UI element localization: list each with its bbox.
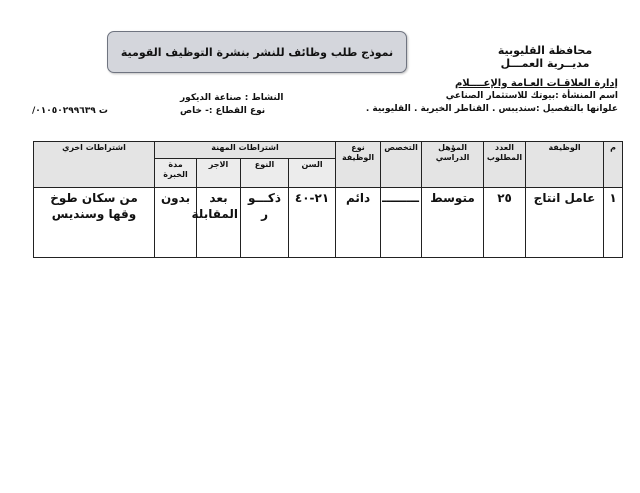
header-qualification: المؤهل الدراسي xyxy=(422,142,484,188)
cell-job: عامل انتاج xyxy=(526,188,604,258)
cell-count: ٢٥ xyxy=(484,188,526,258)
form-title: نموذج طلب وظائف للنشر بنشرة التوظيف القومية xyxy=(107,31,407,73)
cell-other-requirements: من سكان طوخ وقها وسنديس xyxy=(34,188,155,258)
sector-field: نوع القطاع :- خاص xyxy=(180,106,266,116)
table-header-row xyxy=(34,142,623,159)
header-wage: الاجر xyxy=(197,158,241,187)
governorate-name: محافظة القليوبية xyxy=(497,44,593,57)
header-job: الوظيفة xyxy=(526,142,604,188)
header-count: العدد المطلوب xyxy=(484,142,526,188)
table-row xyxy=(34,188,623,258)
cell-experience: بدون xyxy=(155,188,197,258)
header-gender: النوع xyxy=(241,158,289,187)
organization-header xyxy=(480,44,610,70)
cell-wage: بعد المقابلة xyxy=(197,188,241,258)
directorate-name: مديــرية العمـــل xyxy=(500,57,590,70)
activity-field: النشاط : صناعة الديكور xyxy=(180,93,284,103)
header-num: م xyxy=(604,142,623,188)
cell-qualification: متوسط xyxy=(422,188,484,258)
header-profession-requirements: اشتراطات المهنة xyxy=(155,142,336,159)
jobs-table xyxy=(33,141,623,258)
header-other-requirements: اشتراطات اخري xyxy=(34,142,155,188)
cell-num: ١ xyxy=(604,188,623,258)
department-name: إدارة العلاقـات العـامة والإعــــلام xyxy=(454,78,618,89)
cell-gender: ذكـــو ر xyxy=(241,188,289,258)
phone-number: ت ٠١٠٥٠٢٩٩٦٣٩/ xyxy=(32,106,108,116)
establishment-address: علوانها بالتفصيل :سنديبس . القناطر الخيرية . القليوبية . xyxy=(365,104,618,114)
header-specialization: التخصص xyxy=(381,142,422,188)
header-age: السن xyxy=(289,158,336,187)
cell-specialization: ـــــــــ xyxy=(381,188,422,258)
header-job-type: نوع الوظيفة xyxy=(336,142,381,188)
cell-job-type: دائم xyxy=(336,188,381,258)
establishment-name: اسم المنشأة :بيوتك للاستثمار الصناعي xyxy=(445,91,618,101)
header-experience: مدة الخبرة xyxy=(155,158,197,187)
cell-age: ٢١-٤٠ xyxy=(289,188,336,258)
